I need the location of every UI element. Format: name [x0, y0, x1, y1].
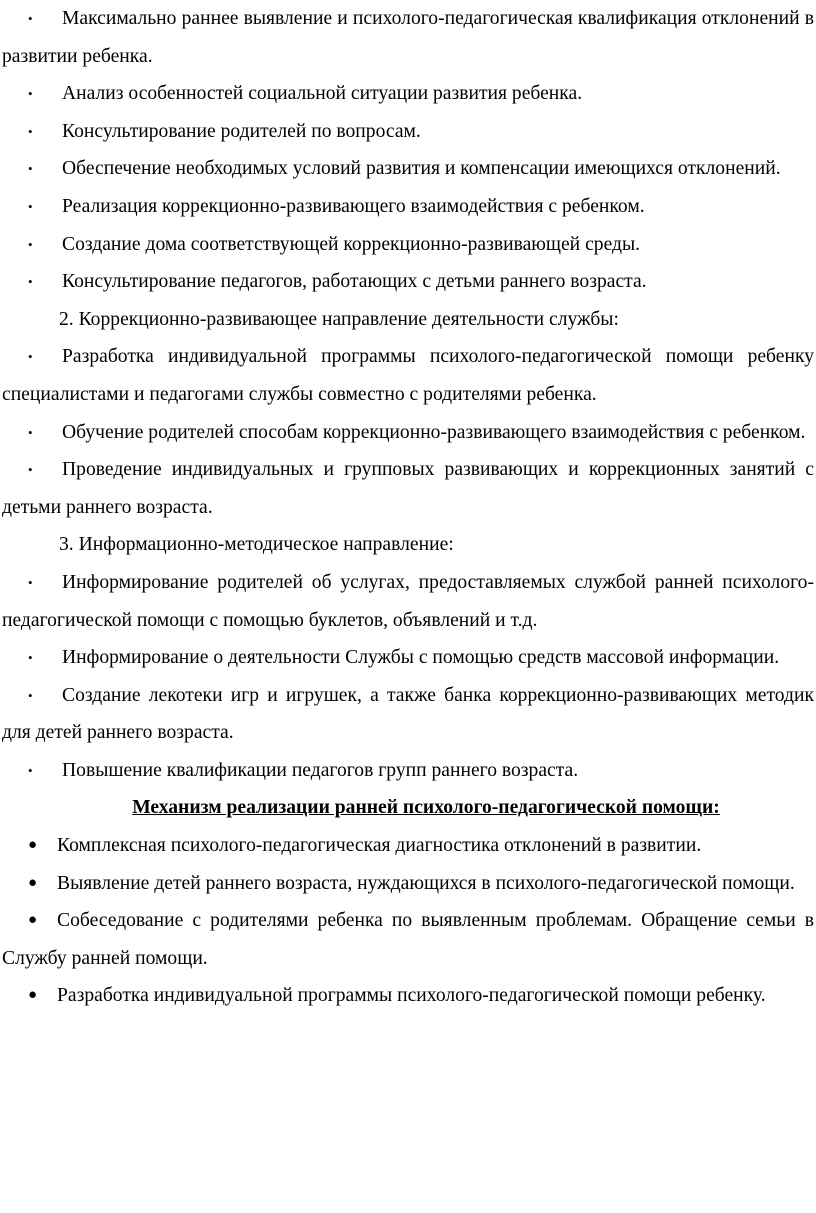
section-title-correction: 2. Коррекционно-развивающее направление деятельности службы:: [59, 308, 619, 330]
list-item: • Максимально раннее выявление и психолого-педагогическая квалификация отклонений в развитии ребенка.: [2, 0, 814, 75]
bullet-icon: •: [28, 762, 33, 778]
bullet-icon: •: [28, 11, 33, 26]
list-item: • Консультирование родителей по вопросам.: [2, 113, 814, 151]
bullet-icon: ●: [28, 837, 38, 854]
bullet-icon: •: [28, 161, 33, 177]
list-item: • Обучение родителей способам коррекционно-развивающего взаимодействия с ребенком.: [2, 414, 814, 452]
list-item: ● Комплексная психолого-педагогическая диагностика отклонений в развитии.: [2, 827, 814, 865]
bullet-icon: •: [28, 86, 33, 102]
list-item: • Повышение квалификации педагогов групп раннего возраста.: [2, 752, 814, 790]
bullet-icon: •: [28, 274, 33, 290]
list-item: • Разработка индивидуальной программы психолого-педагогической помощи ребенку специалистами и педагогами службы совместно с родителями ребенка.: [2, 338, 814, 413]
bullet-icon: ●: [28, 874, 38, 891]
bullet-icon: •: [28, 424, 33, 440]
list-item: ● Собеседование с родителями ребенка по выявленным проблемам. Обращение семьи в Службу ранней помощи.: [2, 902, 814, 977]
bullet-icon: •: [28, 236, 33, 252]
bullet-icon: •: [28, 687, 33, 703]
list-item: • Консультирование педагогов, работающих с детьми раннего возраста.: [2, 263, 814, 301]
list-item: • Информирование родителей об услугах, предоставляемых службой ранней психолого-педагогической помощи с помощью буклетов, объявлений и т.д.: [2, 564, 814, 639]
bullet-icon: •: [28, 123, 33, 139]
list-item: ● Разработка индивидуальной программы психолого-педагогической помощи ребенку.: [2, 977, 814, 1015]
list-item: • Обеспечение необходимых условий развития и компенсации имеющихся отклонений.: [2, 150, 814, 188]
list-item: ● Выявление детей раннего возраста, нуждающихся в психолого-педагогической помощи.: [2, 865, 814, 903]
list-item: • Информирование о деятельности Службы с помощью средств массовой информации.: [2, 639, 814, 677]
bullet-icon: ●: [28, 987, 38, 1004]
section-title-information: 3. Информационно-методическое направление:: [59, 534, 454, 556]
bullet-icon: •: [28, 462, 33, 478]
list-item: • Реализация коррекционно-развивающего взаимодействия с ребенком.: [2, 188, 814, 226]
bullet-icon: •: [28, 650, 33, 666]
list-item: • Анализ особенностей социальной ситуации развития ребенка.: [2, 75, 814, 113]
list-item: • Проведение индивидуальных и групповых развивающих и коррекционных занятий с детьми раннего возраста.: [2, 451, 814, 526]
bullet-icon: •: [28, 349, 33, 365]
mechanism-heading: Механизм реализации ранней психолого-педагогической помощи:: [132, 797, 720, 819]
list-item: • Создание лекотеки игр и игрушек, а также банка коррекционно-развивающих методик для детей раннего возраста.: [2, 677, 814, 752]
list-item: • Создание дома соответствующей коррекционно-развивающей среды.: [2, 226, 814, 264]
bullet-icon: •: [28, 574, 33, 590]
bullet-icon: •: [28, 198, 33, 214]
bullet-icon: ●: [28, 912, 38, 929]
